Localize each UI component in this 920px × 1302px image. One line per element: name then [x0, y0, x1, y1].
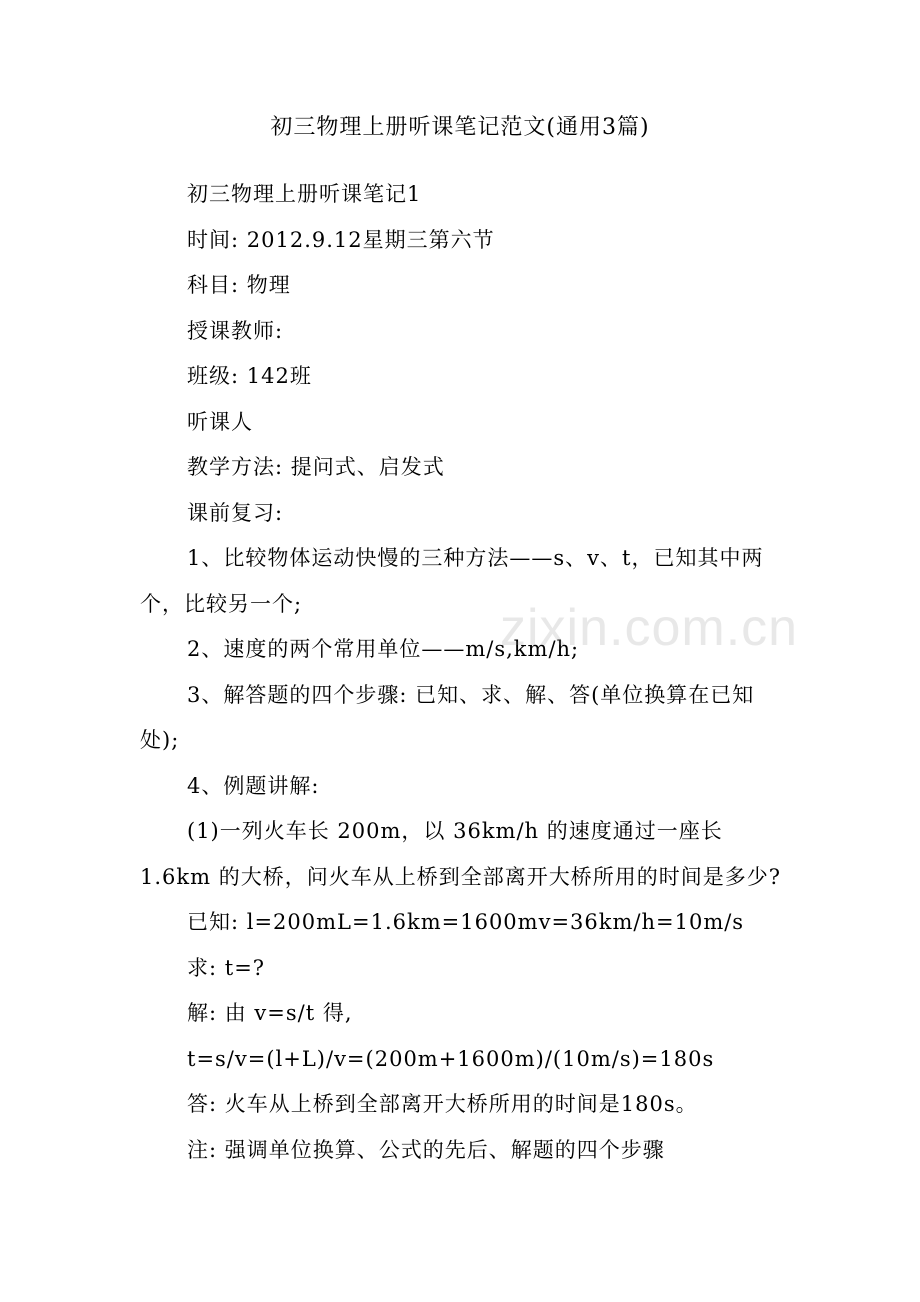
info-subject: 科目: 物理: [187, 273, 291, 297]
example-problem: (1)一列火车长 200m，以 36km/h 的速度通过一座长 1.6km 的大桥，问火车从上桥到全部离开大桥所用的时间是多少?: [140, 819, 781, 889]
solution-note: 注: 强调单位换算、公式的先后、解题的四个步骤: [187, 1137, 665, 1162]
review-item-3: 3、解答题的四个步骤: 已知、求、解、答(单位换算在已知处);: [140, 682, 755, 752]
document-body: [140, 172, 785, 1173]
solution-find: 求: t=?: [187, 955, 266, 980]
review-item-2: 2、速度的两个常用单位——m/s,km/h;: [187, 637, 580, 661]
info-class: 班级: 142班: [187, 364, 312, 388]
review-item-4: 4、例题讲解:: [187, 773, 320, 798]
review-item-1: 1、比较物体运动快慢的三种方法——s、v、t，已知其中两个，比较另一个;: [140, 546, 764, 616]
heading-note-1: 初三物理上册听课笔记1: [187, 182, 422, 206]
info-method: 教学方法: 提问式、启发式: [187, 455, 445, 479]
solution-formula: t=s/v=(l+L)/v=(200m+1600m)/(10m/s)=180s: [187, 1046, 715, 1071]
solution-answer: 答: 火车从上桥到全部离开大桥所用的时间是180s。: [187, 1092, 698, 1116]
solution-known: 已知: l=200mL=1.6km=1600mv=36km/h=10m/s: [187, 910, 745, 934]
document-title: 初三物理上册听课笔记范文(通用3篇): [270, 115, 650, 140]
review-heading: 课前复习:: [187, 500, 284, 525]
info-teacher: 授课教师:: [187, 318, 284, 343]
info-time: 时间: 2012.9.12星期三第六节: [187, 227, 495, 252]
info-observer: 听课人: [187, 409, 253, 434]
solution-solve: 解: 由 v=s/t 得,: [187, 1001, 353, 1025]
watermark: zixin.com.cn: [500, 599, 799, 657]
